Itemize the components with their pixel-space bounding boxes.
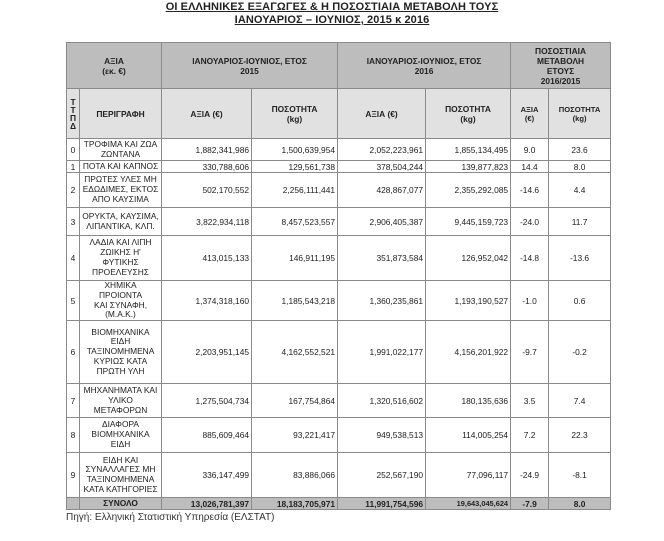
qty-2015-cell: 1,500,639,954 bbox=[252, 139, 338, 161]
pct-value-header bbox=[511, 89, 549, 139]
total-value-2016-cell: 11,991,754,596 bbox=[338, 498, 426, 510]
value-2016-cell: 2,906,405,387 bbox=[338, 208, 426, 236]
description-line: ΟΡΥΚΤΑ, ΚΑΥΣΙΜΑ, bbox=[82, 210, 159, 221]
pct-value-l2: (€) bbox=[524, 113, 535, 123]
qty-header-l1: ΠΟΣΟΤΗΤΑ bbox=[271, 103, 318, 114]
description-cell bbox=[80, 236, 162, 281]
qty-2016-cell: 4,156,201,922 bbox=[426, 321, 511, 384]
total-qty-2015-cell: 18,183,705,971 bbox=[252, 498, 338, 510]
value-2016-cell: 351,873,584 bbox=[338, 236, 426, 281]
value-2016-cell: 428,867,077 bbox=[338, 173, 426, 208]
value-2016-cell: 1,320,516,602 bbox=[338, 384, 426, 418]
description-line: ΒΙΟΜΗΧΑΝΙΚΑ bbox=[91, 429, 150, 440]
value-2016-cell: 949,538,513 bbox=[338, 418, 426, 453]
qty-2016-cell: 77,096,117 bbox=[426, 453, 511, 498]
period-2016-year: 2016 bbox=[414, 65, 434, 76]
change-header-l2: ΜΕΤΑΒΟΛΗ bbox=[537, 55, 585, 66]
qty-2016-cell: 1,193,190,527 bbox=[426, 281, 511, 321]
pct-qty-cell: 22.3 bbox=[549, 418, 611, 453]
table-row bbox=[67, 173, 611, 208]
table-row bbox=[67, 161, 611, 173]
value-2016-cell: 2,052,223,961 bbox=[338, 139, 426, 161]
value-2016-cell: 1,360,235,861 bbox=[338, 281, 426, 321]
value-header bbox=[67, 43, 162, 89]
table-row bbox=[67, 418, 611, 453]
value-2016-header: ΑΞΙΑ (€) bbox=[338, 89, 426, 139]
pct-value-cell: -1.0 bbox=[511, 281, 549, 321]
tpd-letter: Τ bbox=[70, 104, 76, 115]
pct-qty-cell: 11.7 bbox=[549, 208, 611, 236]
qty-2016-cell: 9,445,159,723 bbox=[426, 208, 511, 236]
description-cell bbox=[80, 139, 162, 161]
period-2016-header bbox=[338, 43, 511, 89]
pct-value-cell: 3.5 bbox=[511, 384, 549, 418]
value-2015-cell: 1,882,341,986 bbox=[162, 139, 252, 161]
category-code-cell: 5 bbox=[67, 281, 80, 321]
description-line: ΚΥΡΙΩΣ ΚΑΤΑ bbox=[93, 356, 148, 367]
category-code-cell: 6 bbox=[67, 321, 80, 384]
description-line: ΠΡΩΤΗ ΥΛΗ bbox=[96, 365, 145, 376]
table-row bbox=[67, 453, 611, 498]
table-row bbox=[67, 208, 611, 236]
description-line: ΖΩΝΤΑΝΑ bbox=[100, 148, 141, 159]
description-line: ΜΕΤΑΦΟΡΩΝ bbox=[93, 404, 148, 415]
description-line: ΔΙΑΦΟΡΑ bbox=[102, 419, 140, 430]
total-row bbox=[67, 498, 611, 510]
pct-value-cell: 14.4 bbox=[511, 161, 549, 173]
tpd-letter: Τ bbox=[70, 96, 76, 107]
category-code-cell: 9 bbox=[67, 453, 80, 498]
description-line: ΠΡΟΕΛΕΥΣΗΣ bbox=[92, 266, 149, 277]
pct-value-cell: 7.2 bbox=[511, 418, 549, 453]
description-line: ΕΙΔΗ bbox=[110, 336, 131, 347]
category-code-cell: 3 bbox=[67, 208, 80, 236]
period-2016-label: ΙΑΝΟΥΑΡΙΟΣ-ΙΟΥΝΙΟΣ, ΕΤΟΣ bbox=[366, 55, 482, 66]
header-row-1 bbox=[67, 43, 611, 89]
pct-value-cell: -14.8 bbox=[511, 236, 549, 281]
description-line: ΖΩΙΚΗΣ Η' bbox=[100, 247, 141, 258]
qty-header-l1: ΠΟΣΟΤΗΤΑ bbox=[445, 103, 491, 114]
description-cell bbox=[80, 418, 162, 453]
description-line: ΛΙΠΑΝΤΙΚΑ, ΚΛΠ. bbox=[86, 220, 155, 231]
pct-value-cell: -14.6 bbox=[511, 173, 549, 208]
qty-2016-cell: 126,952,042 bbox=[426, 236, 511, 281]
pct-value-cell: 9.0 bbox=[511, 139, 549, 161]
total-label-cell: ΣΥΝΟΛΟ bbox=[80, 498, 162, 510]
value-2015-cell: 336,147,499 bbox=[162, 453, 252, 498]
description-line: ΧΗΜΙΚΑ ΠΡΟΙΟΝΤΑ bbox=[98, 280, 143, 300]
pct-value-cell: -24.0 bbox=[511, 208, 549, 236]
description-line: ΕΔΩΔΙΜΕΣ, ΕΚΤΟΣ bbox=[82, 184, 159, 195]
qty-2015-cell: 4,162,552,521 bbox=[252, 321, 338, 384]
description-cell bbox=[80, 281, 162, 321]
total-value-2015-cell: 13,026,781,397 bbox=[162, 498, 252, 510]
description-cell bbox=[80, 453, 162, 498]
change-header-l3: ΕΤΟΥΣ bbox=[546, 65, 575, 76]
total-qty-2016-cell: 19,643,045,624 bbox=[426, 498, 511, 510]
pct-qty-cell: 8.0 bbox=[549, 161, 611, 173]
value-2016-cell: 378,504,244 bbox=[338, 161, 426, 173]
description-line: ΜΗΧΑΝΗΜΑΤΑ ΚΑΙ bbox=[83, 384, 158, 395]
qty-2015-cell: 129,561,738 bbox=[252, 161, 338, 173]
description-line: ΛΑΔΙΑ ΚΑΙ ΛΙΠΗ bbox=[89, 237, 152, 248]
qty-2016-cell: 114,005,254 bbox=[426, 418, 511, 453]
total-pct-qty-cell: 8.0 bbox=[549, 498, 611, 510]
category-code-cell: 4 bbox=[67, 236, 80, 281]
category-code-cell: 2 bbox=[67, 173, 80, 208]
description-line: ΣΥΝΑΛΛΑΓΕΣ ΜΗ bbox=[85, 464, 156, 475]
qty-2015-cell: 167,754,864 bbox=[252, 384, 338, 418]
pct-qty-l2: (kg) bbox=[572, 113, 587, 123]
value-2015-cell: 3,822,934,118 bbox=[162, 208, 252, 236]
period-2015-header bbox=[162, 43, 338, 89]
pct-value-cell: -9.7 bbox=[511, 321, 549, 384]
pct-qty-cell: 4.4 bbox=[549, 173, 611, 208]
description-line: ΕΙΔΗ ΚΑΙ bbox=[102, 454, 139, 465]
value-2015-cell: 330,788,606 bbox=[162, 161, 252, 173]
description-line: (Μ.Α.Κ.) bbox=[105, 309, 136, 320]
period-2015-year: 2015 bbox=[240, 65, 259, 76]
value-2015-cell: 2,203,951,145 bbox=[162, 321, 252, 384]
description-line: ΚΑΤΑ ΚΑΤΗΓΟΡΙΕΣ bbox=[83, 483, 158, 494]
table-row bbox=[67, 281, 611, 321]
change-header-l4: 2016/2015 bbox=[540, 75, 581, 86]
qty-2016-cell: 180,135,636 bbox=[426, 384, 511, 418]
qty-2016-cell: 1,855,134,495 bbox=[426, 139, 511, 161]
description-line: ΑΠΟ ΚΑΥΣΙΜΑ bbox=[92, 193, 149, 204]
value-2015-cell: 1,374,318,160 bbox=[162, 281, 252, 321]
qty-2015-cell: 83,886,066 bbox=[252, 453, 338, 498]
description-line: ΤΑΞΙΝΟΜΗΜΕΝΑ bbox=[86, 346, 155, 357]
description-line: ΤΡΟΦΙΜΑ ΚΑΙ ΖΩΑ bbox=[83, 138, 158, 149]
exports-table bbox=[66, 42, 611, 510]
value-2015-cell: 413,015,133 bbox=[162, 236, 252, 281]
category-code-cell: 1 bbox=[67, 161, 80, 173]
pct-qty-header bbox=[549, 89, 611, 139]
pct-value-l1: ΑΞΙΑ bbox=[520, 104, 539, 114]
description-line: ΚΑΙ ΣΥΝΑΦΗ, bbox=[93, 299, 148, 310]
qty-2015-header bbox=[252, 89, 338, 139]
description-cell bbox=[80, 173, 162, 208]
source-note: Πηγή: Ελληνική Στατιστική Υπηρεσία (ΕΛΣΤΑΤ) bbox=[66, 512, 275, 523]
value-2015-cell: 1,275,504,734 bbox=[162, 384, 252, 418]
pct-qty-cell: 0.6 bbox=[549, 281, 611, 321]
description-header: ΠΕΡΙΓΡΑΦΗ bbox=[80, 89, 162, 139]
table-row bbox=[67, 384, 611, 418]
qty-header-l2: (kg) bbox=[460, 113, 476, 124]
qty-2015-cell: 93,221,417 bbox=[252, 418, 338, 453]
pct-qty-cell: -8.1 bbox=[549, 453, 611, 498]
description-line: ΤΑΞΙΝΟΜΗΜΕΝΑ bbox=[86, 474, 155, 485]
header-row-2 bbox=[67, 89, 611, 139]
value-header-label: ΑΞΙΑ bbox=[104, 55, 124, 66]
qty-2015-cell: 2,256,111,441 bbox=[252, 173, 338, 208]
qty-2016-cell: 139,877,823 bbox=[426, 161, 511, 173]
pct-qty-cell: 7.4 bbox=[549, 384, 611, 418]
description-cell bbox=[80, 161, 162, 173]
description-line: ΒΙΟΜΗΧΑΝΙΚΑ bbox=[91, 326, 150, 337]
description-line: ΦΥΤΙΚΗΣ bbox=[102, 257, 139, 267]
value-header-unit: (εκ. €) bbox=[102, 65, 126, 76]
tpd-header bbox=[67, 89, 80, 139]
pct-value-cell: -24.9 bbox=[511, 453, 549, 498]
qty-2015-cell: 1,185,543,218 bbox=[252, 281, 338, 321]
table-row bbox=[67, 321, 611, 384]
table-body bbox=[67, 139, 611, 510]
period-2015-label: ΙΑΝΟΥΑΡΙΟΣ-ΙΟΥΝΙΟΣ, ΕΤΟΣ bbox=[192, 55, 307, 66]
qty-2016-header bbox=[426, 89, 511, 139]
category-code-cell: 7 bbox=[67, 384, 80, 418]
page-title: ΟΙ ΕΛΛΗΝΙΚΕΣ ΕΞΑΓΩΓΕΣ & Η ΠΟΣΟΣΤΙΑΙΑ ΜΕΤΑΒΟΛΗ ΤΟΥΣ bbox=[165, 1, 499, 13]
description-line: ΠΟΤΑ ΚΑΙ ΚΑΠΝΟΣ bbox=[82, 160, 159, 171]
description-cell bbox=[80, 384, 162, 418]
description-line: ΕΙΔΗ bbox=[110, 439, 131, 450]
pct-qty-l1: ΠΟΣΟΤΗΤΑ bbox=[558, 104, 601, 114]
category-code-cell: 0 bbox=[67, 139, 80, 161]
description-cell bbox=[80, 321, 162, 384]
total-spacer-cell bbox=[67, 498, 80, 510]
pct-qty-cell: -13.6 bbox=[549, 236, 611, 281]
table-row bbox=[67, 139, 611, 161]
pct-qty-cell: -0.2 bbox=[549, 321, 611, 384]
page-subtitle: ΙΑΝΟΥΑΡΙΟΣ – ΙΟΥΝΙΟΣ, 2015 κ 2016 bbox=[234, 14, 430, 26]
category-code-cell: 8 bbox=[67, 418, 80, 453]
description-cell bbox=[80, 208, 162, 236]
value-2016-cell: 1,991,022,177 bbox=[338, 321, 426, 384]
qty-2015-cell: 8,457,523,557 bbox=[252, 208, 338, 236]
value-2015-header: ΑΞΙΑ (€) bbox=[162, 89, 252, 139]
tpd-letter: Π bbox=[69, 112, 77, 123]
tpd-letter: Δ bbox=[69, 120, 77, 131]
pct-qty-cell: 23.6 bbox=[549, 139, 611, 161]
table-row bbox=[67, 236, 611, 281]
total-pct-value-cell: -7.9 bbox=[511, 498, 549, 510]
change-header bbox=[511, 43, 611, 89]
value-2016-cell: 252,567,190 bbox=[338, 453, 426, 498]
qty-2015-cell: 146,911,195 bbox=[252, 236, 338, 281]
qty-2016-cell: 2,355,292,085 bbox=[426, 173, 511, 208]
description-line: ΥΛΙΚΟ bbox=[108, 394, 133, 405]
value-2015-cell: 502,170,552 bbox=[162, 173, 252, 208]
description-line: ΠΡΩΤΕΣ ΥΛΕΣ ΜΗ bbox=[84, 174, 157, 185]
value-2015-cell: 885,609,464 bbox=[162, 418, 252, 453]
qty-header-l2: (kg) bbox=[286, 113, 303, 124]
change-header-l1: ΠΟΣΟΣΤΙΑΙΑ bbox=[535, 45, 587, 56]
